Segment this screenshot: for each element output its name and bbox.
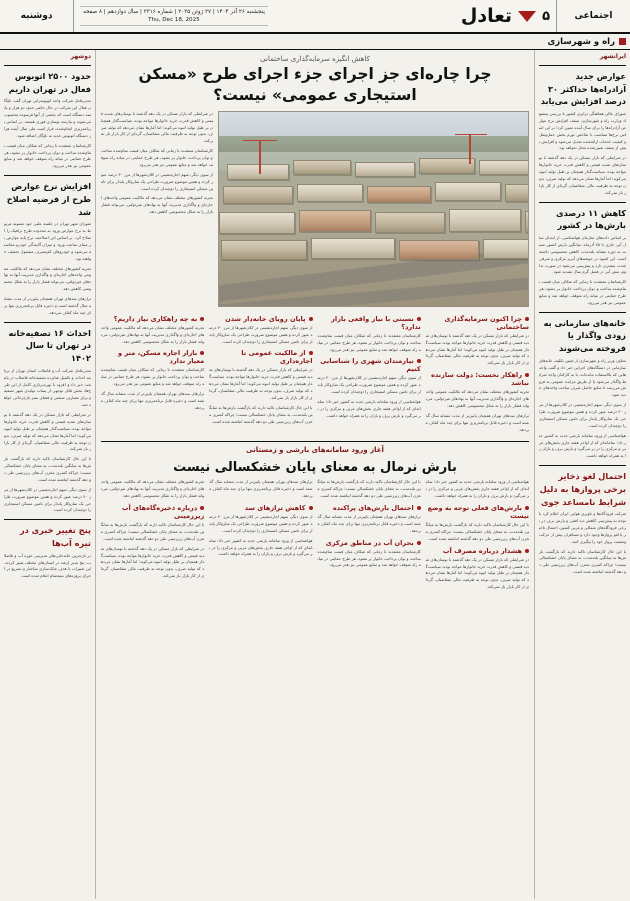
right-item-2-head: خانه‌های سازمانی به زودی واگذار یا فروخته می‌شوند: [543, 317, 626, 354]
divider: [4, 175, 91, 176]
second-body-0: هواشناسی از ورود سامانه بارشی جدید به کشور خبر داد؛ سامانه‌ای که از اواخر هفته جاری بخش‌های غربی و مرکزی را در بر می‌گیرد و بارش برف و باران را به همراه خواهد داشت.: [425, 479, 529, 499]
second-subhead-5: بحران آب در مناطق مرکزی: [318, 539, 421, 547]
lead-par-0: در شرایطی که بازار مسکن در یک دهه گذشته با نوسان‌های شدید قیمتی و کاهش قدرت خرید خانوارها مواجه بوده، سیاست‌گذار همچنان بر طبل تولید انبوه می‌کوبد؛ اما آمارها نشان می‌دهد که تولید صرف، بدون توجه به ظرفیت مالی متقاضیان، گره‌ای از کار بازار باز نمی‌کند.: [101, 110, 213, 144]
right-item-3-head: احتمال لغو ذخایر برخی پروازها به دلیل شرایط نامساعد جوی: [539, 471, 626, 507]
subcol-3-body-3: ترازهای سدهای تهران همچنان پایین‌تر از مدت مشابه سال گذشته است و ذخیره قابل برنامه‌ریزی تنها برای چند ماه کفاف می‌دهد.: [101, 391, 205, 410]
right-item-1-head: کاهش ۱۱ درصدی بارش‌ها در کشور: [556, 207, 626, 231]
photo-building: [221, 240, 307, 260]
main-overtitle: کاهش انگیزه سرمایه‌گذاری ساختمانی: [260, 55, 370, 63]
right-item-1-body-cont: کارشناسان معتقدند تا زمانی که شکاف میان قیمت تمام‌شده ساخت و توان پرداخت خانوار پر نشود، هر طرح حمایتی در میانه راه متوقف خواهد شد و منابع عمومی نیز هدر می‌رود.: [539, 279, 626, 305]
main-headline-l2: نیست؟: [213, 85, 267, 104]
divider: [101, 441, 529, 442]
masthead-right-label: اجتماعی: [556, 0, 630, 32]
right-item-0-head: عوارض جدید آزادراه‌ها حداکثر ۳۰ درصد افزایش می‌یابد: [540, 71, 626, 107]
photo-building: [311, 238, 395, 259]
right-item-0-body-cont: در شرایطی که بازار مسکن در یک دهه گذشته با نوسان‌های شدید قیمتی و کاهش قدرت خرید خانوارها مواجه بوده، سیاست‌گذار همچنان بر طبل تولید انبوه می‌کوبد؛ اما آمارها نشان می‌دهد که تولید صرف، بدون توجه به ظرفیت مالی متقاضیان، گره‌ای از کار بازار باز نمی‌کند.: [539, 155, 626, 195]
lead-par-3: تجربه کشورهای مختلف نشان می‌دهد که مالکیت عمومی واحدهای اجاره‌ای و واگذاری مدیریت آنها به نهادهای غیردولتی، می‌تواند فشار بازار را به شکل محسوسی کاهش دهد.: [101, 195, 213, 215]
second-subhead-2: کاهش ترازهای سد: [209, 504, 312, 512]
subcol-2-body-3: با این حال کارشناسان تاکید دارند که بازگشت بارش‌ها به میانگین بلندمدت، به معنای پایان خشکسالی نیست؛ چراکه کسری مخزن آب‌های زیرزمینی طی دو دهه گذشته انباشته شده است.: [209, 404, 313, 424]
photo-building: [355, 162, 415, 177]
divider: [539, 465, 626, 466]
subhead-6: از مالکیت عمومی تا اجاره‌داری: [241, 349, 313, 366]
left-item-1-body: شورای شهر تهران در جلسه علنی خود مصوبه مربوط به نرخ عوارض ورود به محدوده طرح ترافیک را اصلاح کرد. بر اساس این اصلاحیه، نرخ پایه عوارض بر مبنای ساعت ورود و میزان آلایندگی خودرو محاسبه می‌شود و خودروهای کم‌مصرف مشمول تخفیف خواهند بود.: [4, 221, 91, 261]
left-item-1-body-cont2: ترازهای سدهای تهران همچنان پایین‌تر از مدت مشابه سال گذشته است و ذخیره قابل برنامه‌ریزی تنها برای چند ماه کفاف می‌دهد.: [4, 296, 91, 315]
subcol-1-body-3: هواشناسی از ورود سامانه بارشی جدید به کشور خبر داد؛ سامانه‌ای که از اواخر هفته جاری بخش‌های غربی و مرکزی را در بر می‌گیرد و بارش برف و باران را به همراه خواهد داشت.: [317, 399, 421, 418]
divider: [539, 312, 626, 313]
subcol-1: [318, 311, 421, 437]
subhead-3: به چه راهکاری نیاز داریم؟: [101, 315, 204, 323]
photo-building: [435, 182, 501, 201]
left-item-0-body: مدیرعامل شرکت واحد اتوبوسرانی تهران گفت ناوگان فعال این شرکت در حال حاضر حدود دو هزار و پانصد دستگاه است که بخشی از آنها فرسوده محسوب می‌شوند و نیازمند نوسازی فوری هستند. بر اساس برنامه‌ریزی انجام‌شده، قرار است طی سال آینده هزار دستگاه اتوبوس جدید به ناوگان اضافه شود.: [4, 98, 91, 138]
right-sidebar: [534, 50, 630, 899]
main-subcolumns: [101, 311, 529, 437]
left-item-0-body-cont: کارشناسان معتقدند تا زمانی که شکاف میان قیمت تمام‌شده ساخت و توان پرداخت خانوار پر نشود، هر طرح حمایتی در میانه راه متوقف خواهد شد و منابع عمومی نیز هدر می‌رود.: [4, 142, 91, 169]
second-subhead-0: بارش‌های فعلی توجه به وضع نیست: [427, 504, 529, 521]
subcol-1-body-2: از سوی دیگر، سهم اجاره‌نشینی در کلان‌شهرها از مرز ۴۰ درصد عبور کرده و همین موضوع ضرورت طراحی یک سازوکار پایدار برای تامین مسکن استیجاری را دوچندان کرده است.: [317, 375, 421, 395]
square-icon: [619, 38, 626, 45]
second-subhead-3: درباره ذخیره‌گاه‌های آب زیرزمینی: [121, 504, 205, 521]
photo-building: [479, 160, 529, 175]
crane-icon: [243, 140, 277, 142]
second-subcol-1: [318, 479, 421, 594]
second-body-1b: ترازهای سدهای تهران همچنان پایین‌تر از مدت مشابه سال گذشته است و ذخیره قابل برنامه‌ریزی تنها برای چند ماه کفاف می‌دهد.: [317, 514, 421, 533]
main-headline-l1: چرا چاره‌ای جز اجرای جزء اجرای طرح «مسکن استیجاری عمومی»: [138, 65, 492, 104]
right-item-2-body: معاون وزیر راه و شهرسازی از تعیین تکلیف خانه‌های سازمانی در دستگاه‌های اجرایی خبر داد و گفت واحدهایی که بلااستفاده مانده‌اند، یا به کارکنان واجد شرایط واگذار می‌شود یا از طریق مزایده عمومی به فروش می‌رسد تا منابع حاصل صرف ساخت واحدهای جدید شود.: [539, 357, 626, 398]
right-item-2-body-cont2: هواشناسی از ورود سامانه بارشی جدید به کشور خبر داد؛ سامانه‌ای که از اواخر هفته جاری بخش‌های غربی و مرکزی را در بر می‌گیرد و بارش برف و باران را به همراه خواهد داشت.: [539, 432, 626, 459]
subcol-0-body-3: ترازهای سدهای تهران همچنان پایین‌تر از مدت مشابه سال گذشته است و ذخیره قابل برنامه‌ریزی تنها برای چند ماه کفاف می‌دهد.: [425, 412, 529, 432]
subhead-0: چرا اکنون سرمایه‌گذاری ساختمانی: [444, 314, 529, 331]
subcol-2-body: از سوی دیگر، سهم اجاره‌نشینی در کلان‌شهرها از مرز ۴۰ درصد عبور کرده و همین موضوع ضرورت طراحی یک سازوکار پایدار برای تامین مسکن استیجاری را دوچندان کرده است.: [209, 324, 313, 344]
subhead-5: نیازمندان شهری را شناسایی کنیم: [320, 357, 421, 374]
photo-building: [293, 160, 351, 175]
photo-building: [219, 212, 295, 234]
left-sidebar: [0, 50, 96, 899]
main-photo: [218, 111, 529, 307]
second-body-3: تجربه کشورهای مختلف نشان می‌دهد که مالکیت عمومی واحدهای اجاره‌ای و واگذاری مدیریت آنها به نهادهای غیردولتی، می‌تواند فشار بازار را به شکل محسوسی کاهش دهد.: [101, 479, 205, 499]
photo-building: [525, 211, 529, 233]
divider: [4, 322, 91, 323]
photo-building: [227, 164, 289, 180]
photo-building: [297, 184, 363, 202]
subcol-0-body: در شرایطی که بازار مسکن در یک دهه گذشته با نوسان‌های شدید قیمتی و کاهش قدرت خرید خانوارها مواجه بوده، سیاست‌گذار همچنان بر طبل تولید انبوه می‌کوبد؛ اما آمارها نشان می‌دهد که تولید صرف، بدون توجه به ظرفیت مالی متقاضیان، گره‌ای از کار بازار باز نمی‌کند.: [425, 332, 529, 366]
photo-building: [449, 209, 521, 232]
subcol-0-body-2: تجربه کشورهای مختلف نشان می‌دهد که مالکیت عمومی واحدهای اجاره‌ای و واگذاری مدیریت آنها به نهادهای غیردولتی، می‌تواند فشار بازار را به شکل محسوسی کاهش دهد.: [425, 389, 529, 408]
subhead-7: بازار اجاره مسکن، متر و معیار ندارد: [118, 349, 205, 366]
second-body-1: با این حال کارشناسان تاکید دارند که بازگشت بارش‌ها به میانگین بلندمدت، به معنای پایان خشکسالی نیست؛ چراکه کسری مخزن آب‌های زیرزمینی طی دو دهه گذشته انباشته شده است.: [317, 479, 421, 499]
subcol-2-body-2: در شرایطی که بازار مسکن در یک دهه گذشته با نوسان‌های شدید قیمتی و کاهش قدرت خرید خانوارها مواجه بوده، سیاست‌گذار همچنان بر طبل تولید انبوه می‌کوبد؛ اما آمارها نشان می‌دهد که تولید صرف، بدون توجه به ظرفیت مالی متقاضیان، گره‌ای از کار بازار باز نمی‌کند.: [209, 367, 313, 400]
right-item-3-body: شرکت فرودگاه‌ها و ناوبری هوایی ایران اعلام کرد با توجه به پیش‌بینی کاهش دید افقی و بارش برف در برخی فرودگاه‌های شمالی و غربی کشور، احتمال تاخیر یا لغو پروازها وجود دارد و مسافران پیش از حرکت وضعیت پرواز خود را پیگیری کنند.: [539, 511, 626, 544]
subcol-2: [209, 311, 312, 437]
photo-building: [483, 239, 529, 259]
left-item-2-body-cont: در شرایطی که بازار مسکن در یک دهه گذشته با نوسان‌های شدید قیمتی و کاهش قدرت خرید خانوارها مواجه بوده، سیاست‌گذار همچنان بر طبل تولید انبوه می‌کوبد؛ اما آمارها نشان می‌دهد که تولید صرف، بدون توجه به ظرفیت مالی متقاضیان، گره‌ای از کار بازار باز نمی‌کند.: [4, 412, 91, 452]
crane-icon: [259, 140, 261, 174]
second-subhead-1: احتمال بارش‌های پراکنده: [318, 504, 421, 512]
photo-building: [399, 240, 479, 260]
second-body-2: ترازهای سدهای تهران همچنان پایین‌تر از مدت مشابه سال گذشته است و ذخیره قابل برنامه‌ریزی تنها برای چند ماه کفاف می‌دهد.: [209, 479, 313, 499]
second-headline: بارش نرمال به معنای پایان خشکسالی نیست: [173, 460, 457, 476]
left-item-2-body-cont2: با این حال کارشناسان تاکید دارند که بازگشت بارش‌ها به میانگین بلندمدت، به معنای پایان خشکسالی نیست؛ چراکه کسری مخزن آب‌های زیرزمینی طی دو دهه گذشته انباشته شده است.: [4, 456, 91, 482]
left-item-2-body-cont3: از سوی دیگر، سهم اجاره‌نشینی در کلان‌شهرها از مرز ۴۰ درصد عبور کرده و همین موضوع ضرورت طراحی یک سازوکار پایدار برای تامین مسکن استیجاری را دوچندان کرده است.: [4, 486, 92, 513]
second-kicker: آغاز ورود سامانه‌های بارشی و زمستانی: [246, 446, 384, 455]
second-body-1c: کارشناسان معتقدند تا زمانی که شکاف میان قیمت تمام‌شده ساخت و توان پرداخت خانوار پر نشود، هر طرح حمایتی در میانه راه متوقف خواهد شد و منابع عمومی نیز هدر می‌رود.: [317, 548, 421, 568]
second-subcol-3: [101, 479, 204, 594]
second-body-0b: با این حال کارشناسان تاکید دارند که بازگشت بارش‌ها به میانگین بلندمدت، به معنای پایان خشکسالی نیست؛ چراکه کسری مخزن آب‌های زیرزمینی طی دو دهه گذشته انباشته شده است.: [425, 522, 529, 541]
photo-hills: [219, 136, 528, 152]
photo-building: [299, 210, 371, 232]
right-item-1-body: بر اساس داده‌های سازمان هواشناسی، از ابتدای سال آبی جاری تا ۲۵ آذرماه، میانگین بارش کشور نسبت به دوره مشابه بلندمدت کاهش محسوسی داشته است. این کمبود در حوضه‌های آبریز مرکزی و شرقی شدت بیشتری دارد و پیش‌بینی می‌شود در صورت تداوم، تنش آبی در فصل گرم سال تشدید شود.: [539, 235, 626, 275]
subcol-3-body: تجربه کشورهای مختلف نشان می‌دهد که مالکیت عمومی واحدهای اجاره‌ای و واگذاری مدیریت آنها به نهادهای غیردولتی، می‌تواند فشار بازار را به شکل محسوسی کاهش دهد.: [101, 324, 205, 344]
lead-par-1: کارشناسان معتقدند تا زمانی که شکاف میان قیمت تمام‌شده ساخت و توان پرداخت خانوار پر نشود، هر طرح حمایتی در میانه راه متوقف خواهد شد و منابع عمومی نیز هدر می‌رود.: [101, 148, 213, 167]
left-item-2-body: مدیرعامل شرکت آب و فاضلاب استان تهران از برنامه احداث و تکمیل شانزده تصفیه‌خانه فاضلاب در پایتخت خبر داد و افزود با بهره‌برداری کامل از این طرح‌ها، بخش قابل توجهی از پساب تولیدی شهر تصفیه و برای مصارف صنعتی و فضای سبز بازچرخانی خواهد شد.: [4, 367, 91, 408]
divider: [539, 65, 626, 66]
masthead-center: [74, 0, 556, 32]
subcol-3-body-2: کارشناسان معتقدند تا زمانی که شکاف میان قیمت تمام‌شده ساخت و توان پرداخت خانوار پر نشود، هر طرح حمایتی در میانه راه متوقف خواهد شد و منابع عمومی نیز هدر می‌رود.: [101, 367, 205, 387]
crane-icon: [455, 134, 487, 136]
divider: [4, 519, 91, 520]
main-headline: [101, 64, 529, 106]
subcol-1-body: کارشناسان معتقدند تا زمانی که شکاف میان قیمت تمام‌شده ساخت و توان پرداخت خانوار پر نشود، هر طرح حمایتی در میانه راه متوقف خواهد شد و منابع عمومی نیز هدر می‌رود.: [317, 332, 421, 352]
left-item-1-head: افزایش نرخ عوارض طرح از فرضیه اصلاح شد: [6, 181, 91, 217]
left-item-1-body-cont: تجربه کشورهای مختلف نشان می‌دهد که مالکیت عمومی واحدهای اجاره‌ای و واگذاری مدیریت آنها به نهادهای غیردولتی، می‌تواند فشار بازار را به شکل محسوسی کاهش دهد.: [4, 265, 91, 292]
photo-building: [419, 158, 475, 174]
photo-building: [367, 186, 431, 203]
second-subcol-2: [209, 479, 312, 594]
second-body-2b: از سوی دیگر، سهم اجاره‌نشینی در کلان‌شهرها از مرز ۴۰ درصد عبور کرده و همین موضوع ضرورت طراحی یک سازوکار پایدار برای تامین مسکن استیجاری را دوچندان کرده است.: [209, 514, 313, 533]
second-body-3b: با این حال کارشناسان تاکید دارند که بازگشت بارش‌ها به میانگین بلندمدت، به معنای پایان خشکسالی نیست؛ چراکه کسری مخزن آب‌های زیرزمینی طی دو دهه گذشته انباشته شده است.: [101, 522, 205, 541]
subcol-0: [426, 311, 529, 437]
subcol-3: [101, 311, 204, 437]
left-item-2-head: احداث ۱۶ تصفیه‌خانه در تهران تا سال ۱۴۰۲: [8, 327, 91, 364]
second-body-2c: هواشناسی از ورود سامانه بارشی جدید به کشور خبر داد؛ سامانه‌ای که از اواخر هفته جاری بخش‌های غربی و مرکزی را در بر می‌گیرد و بارش برف و باران را به همراه خواهد داشت.: [209, 537, 313, 557]
divider: [4, 65, 91, 66]
photo-building: [375, 212, 445, 233]
triangle-icon: [518, 11, 536, 22]
lead-par-2: از سوی دیگر، سهم اجاره‌نشینی در کلان‌شهرها از مرز ۴۰ درصد عبور کرده و همین موضوع ضرورت طراحی یک سازوکار پایدار برای تامین مسکن استیجاری را دوچندان کرده است.: [101, 171, 213, 191]
subhead-4: راهکار نخست: دولت سازنده نباشد: [430, 371, 529, 388]
subhead-1: نسبتی با نیاز واقعی بازار ندارد؟: [331, 314, 421, 331]
left-item-3-body: در تازه‌ترین جابه‌جایی‌های مدیریتی حوزه آب و فاضلاب، پنج مدیر ارشد در استان‌های مختلف تغییر کردند. این تغییرات با هدف چابک‌سازی ساختار و تسریع در اجرای پروژه‌های نیمه‌تمام انجام شده است.: [4, 552, 91, 579]
right-item-0-kicker: ایرانشهر: [599, 53, 626, 60]
subhead-2: پایان رویای خانه‌دار شدن: [209, 315, 312, 323]
photo-building: [505, 184, 529, 202]
masthead-left-label: دوشنبه: [0, 0, 74, 32]
right-item-0-body: شورای عالی هماهنگی ترابری کشور با بررسی پیشنهاد وزارت راه و شهرسازی، سقف افزایش نرخ عوارض آزادراه‌ها را برای سال آینده تعیین کرد؛ بر این اساس نرخ‌ها متناسب با شاخص تورم بخش حمل‌ونقل و کیفیت خدمات ارائه‌شده تعدیل می‌شود و افزایش بیش از سقف تعیین‌شده مجاز نخواهد بود.: [539, 111, 626, 151]
right-item-2-body-cont: از سوی دیگر، سهم اجاره‌نشینی در کلان‌شهرها از مرز ۴۰ درصد عبور کرده و همین موضوع ضرورت طراحی یک سازوکار پایدار برای تامین مسکن استیجاری را دوچندان کرده است.: [539, 402, 627, 428]
paper-logo: تعادل: [460, 5, 513, 27]
second-subcol-0: [426, 479, 529, 594]
left-item-0-kicker: دوشهر: [70, 53, 91, 60]
main-content: [96, 50, 534, 899]
masthead: [0, 0, 630, 34]
section-title: راه و شهرسازی: [547, 36, 615, 47]
left-item-0-head: حدود ۲۵۰۰ اتوبوس فعال در تهران داریم: [8, 71, 91, 94]
second-subhead-4: هشدار درباره مصرف آب: [426, 547, 529, 555]
right-item-3-body-cont: با این حال کارشناسان تاکید دارند که بازگشت بارش‌ها به میانگین بلندمدت، به معنای پایان خشکسالی نیست؛ چراکه کسری مخزن آب‌های زیرزمینی طی دو دهه گذشته انباشته شده است.: [539, 548, 626, 575]
second-subcolumns: [101, 479, 529, 594]
date-line: پنجشنبه ۲۶ آذر ۱۴۰۴ | ۲۷ ژوئن ۲۰۲۵ | شماره ۲۳۱۶ | سال دوازدهم | ۸ صفحه Thu, Dec 18, 2025: [80, 6, 268, 27]
photo-building: [223, 186, 293, 204]
second-body-0c: در شرایطی که بازار مسکن در یک دهه گذشته با نوسان‌های شدید قیمتی و کاهش قدرت خرید خانوارها مواجه بوده، سیاست‌گذار همچنان بر طبل تولید انبوه می‌کوبد؛ اما آمارها نشان می‌دهد که تولید صرف، بدون توجه به ظرفیت مالی متقاضیان، گره‌ای از کار بازار باز نمی‌کند.: [425, 556, 529, 590]
second-body-3c: در شرایطی که بازار مسکن در یک دهه گذشته با نوسان‌های شدید قیمتی و کاهش قدرت خرید خانوارها مواجه بوده، سیاست‌گذار همچنان بر طبل تولید انبوه می‌کوبد؛ اما آمارها نشان می‌دهد که تولید صرف، بدون توجه به ظرفیت مالی متقاضیان، گره‌ای از کار بازار باز نمی‌کند.: [101, 545, 205, 579]
issue-number: ۵: [542, 8, 550, 24]
crane-icon: [469, 134, 471, 164]
divider: [539, 202, 626, 203]
section-band: [0, 34, 630, 50]
left-item-3-head: پنج تغییر خبری در تیره آب‌ها: [19, 525, 91, 548]
